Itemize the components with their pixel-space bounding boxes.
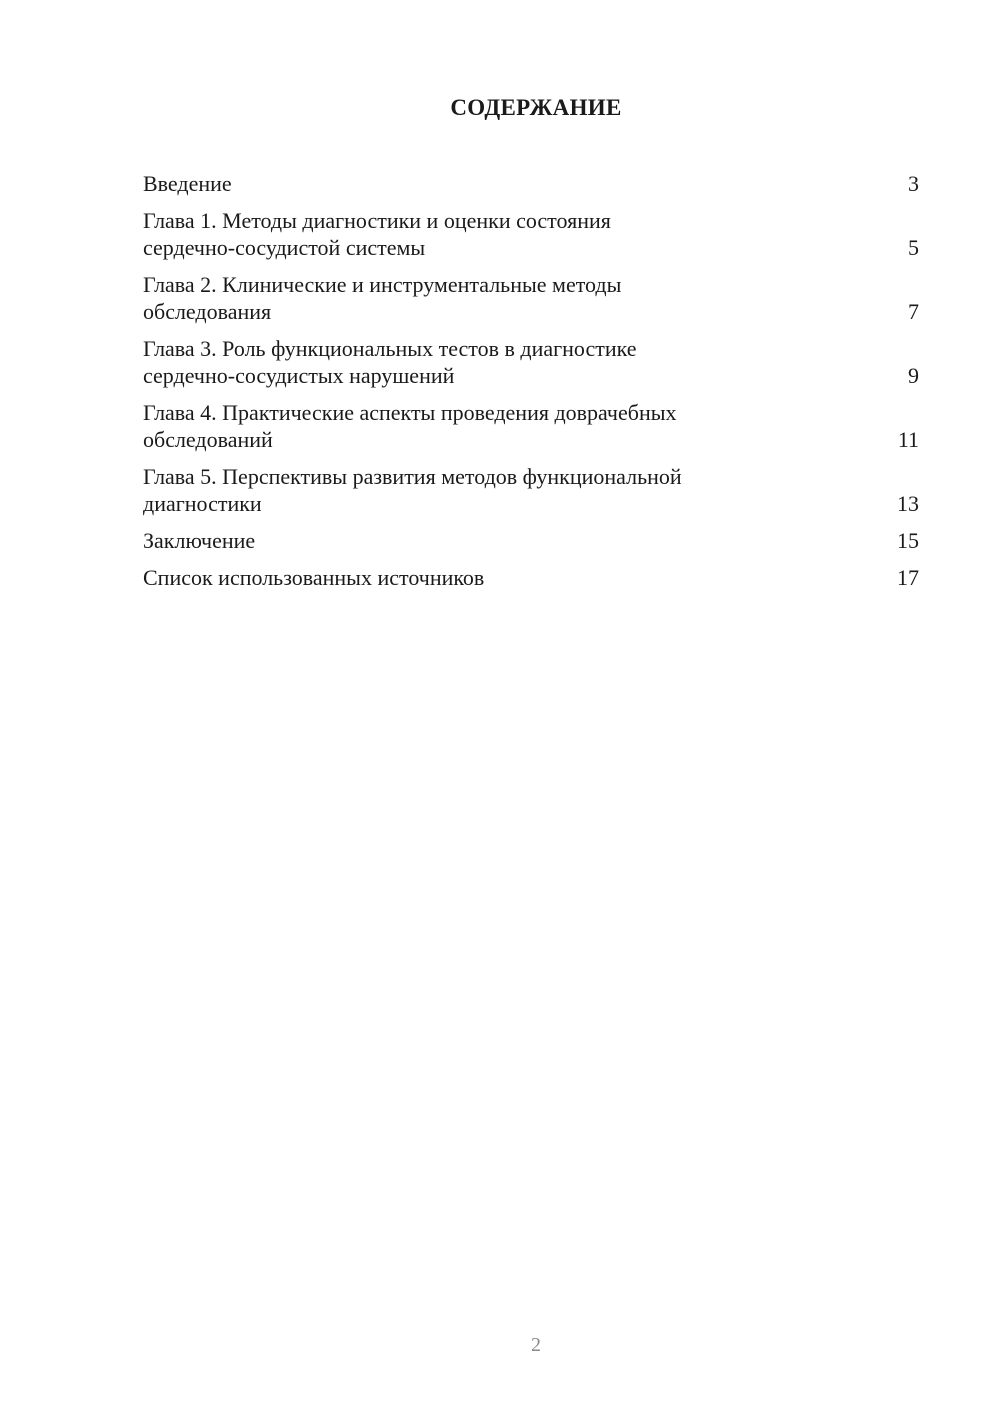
toc-entry-line: Глава 1. Методы диагностики и оценки состояния bbox=[143, 208, 611, 233]
toc-entry-title bbox=[143, 564, 897, 591]
toc-entry-title bbox=[143, 399, 898, 453]
toc-entry-line: Заключение bbox=[143, 528, 256, 553]
toc-entry-line: диагностики bbox=[143, 491, 262, 516]
toc-entry-line: Глава 3. Роль функциональных тестов в диагностике bbox=[143, 336, 637, 361]
toc-entry-line: сердечно-сосудистых нарушений bbox=[143, 363, 455, 388]
toc-entry-page: 15 bbox=[897, 528, 919, 553]
toc-entry-chapter-5 bbox=[143, 463, 919, 517]
toc-entry-conclusion bbox=[143, 527, 919, 554]
toc-entry-title bbox=[143, 170, 908, 197]
toc-entry-page: 9 bbox=[908, 363, 919, 388]
toc-entry-line: Глава 2. Клинические и инструментальные методы bbox=[143, 272, 622, 297]
toc-entry-title bbox=[143, 271, 908, 325]
toc-entry-line: Глава 5. Перспективы развития методов функциональной bbox=[143, 464, 682, 489]
toc-entry-title bbox=[143, 463, 897, 517]
toc-entry-line: Список использованных источников bbox=[143, 565, 485, 590]
toc-entry-page: 17 bbox=[897, 565, 919, 590]
toc-entry-chapter-1 bbox=[143, 207, 919, 261]
toc-entry-line: Введение bbox=[143, 171, 232, 196]
toc-entry-line: обследований bbox=[143, 427, 273, 452]
toc-entry-chapter-2 bbox=[143, 271, 919, 325]
toc-entry-title bbox=[143, 207, 908, 261]
toc-entry-chapter-3 bbox=[143, 335, 919, 389]
toc-entry-page: 5 bbox=[908, 235, 919, 260]
table-of-contents bbox=[143, 170, 919, 601]
toc-entry-introduction bbox=[143, 170, 919, 197]
toc-entry-title bbox=[143, 527, 897, 554]
toc-entry-line: обследования bbox=[143, 299, 272, 324]
toc-entry-chapter-4 bbox=[143, 399, 919, 453]
toc-entry-page: 7 bbox=[908, 299, 919, 324]
toc-entry-page: 13 bbox=[897, 491, 919, 516]
toc-entry-line: сердечно-сосудистой системы bbox=[143, 235, 426, 260]
toc-entry-page: 3 bbox=[908, 171, 919, 196]
toc-entry-line: Глава 4. Практические аспекты проведения доврачебных bbox=[143, 400, 677, 425]
toc-entry-page: 11 bbox=[897, 427, 919, 452]
toc-entry-references bbox=[143, 564, 919, 591]
page-number: 2 bbox=[531, 1334, 541, 1356]
toc-entry-title bbox=[143, 335, 908, 389]
toc-heading: СОДЕРЖАНИЕ bbox=[450, 95, 622, 120]
